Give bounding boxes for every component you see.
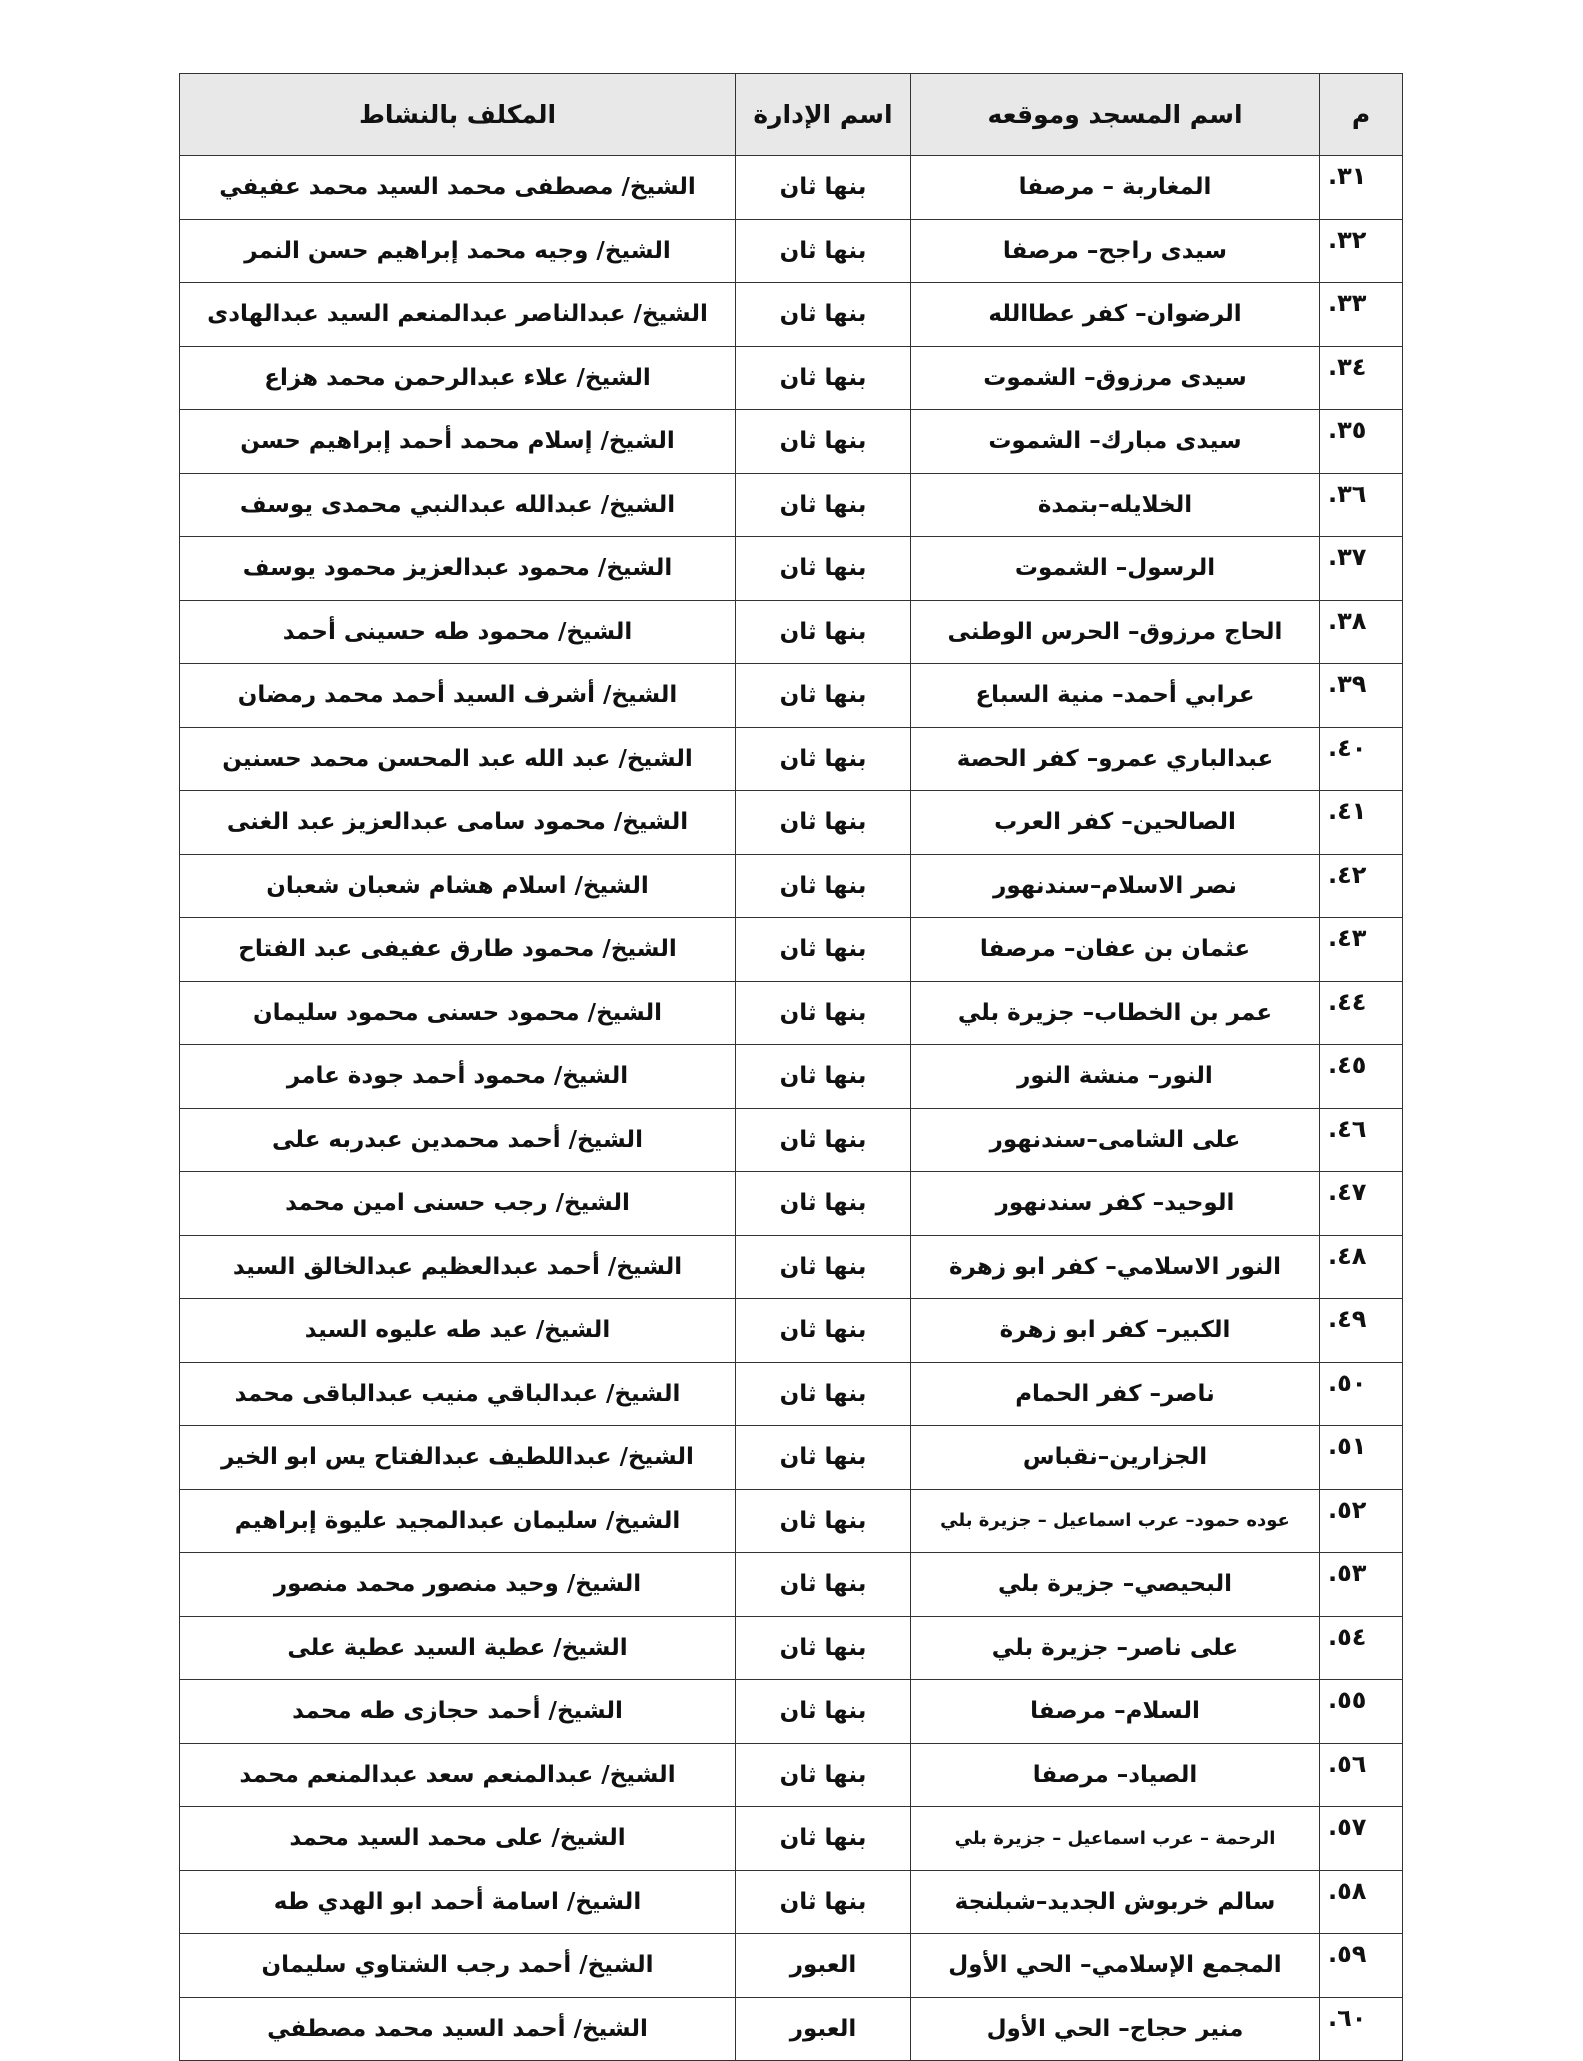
assignee-name: الشيخ/ أشرف السيد أحمد محمد رمضان	[180, 664, 736, 728]
assignee-name: الشيخ/ محمود عبدالعزيز محمود يوسف	[180, 537, 736, 601]
mosque-name-location: الصياد– مرصفا	[911, 1743, 1320, 1807]
administration: بنها ثان	[736, 1172, 911, 1236]
mosque-name-location: ناصر– كفر الحمام	[911, 1362, 1320, 1426]
assignee-name: الشيخ/ محمود طه حسينى أحمد	[180, 600, 736, 664]
row-number: ٦٠.	[1320, 1997, 1403, 2061]
table-row	[180, 1680, 1403, 1744]
row-number: ٣٩.	[1320, 664, 1403, 728]
table-row	[180, 1362, 1403, 1426]
table-row	[180, 156, 1403, 220]
table-row	[180, 1807, 1403, 1871]
table-row	[180, 1172, 1403, 1236]
row-number: ٥٧.	[1320, 1807, 1403, 1871]
row-number: ٣٦.	[1320, 473, 1403, 537]
mosque-name-location: البحيصي– جزيرة بلي	[911, 1553, 1320, 1617]
mosque-name-location: عرابي أحمد– منية السباع	[911, 664, 1320, 728]
assignee-name: الشيخ/ أحمد عبدالعظيم عبدالخالق السيد	[180, 1235, 736, 1299]
assignee-name: الشيخ/ أحمد حجازى طه محمد	[180, 1680, 736, 1744]
administration: بنها ثان	[736, 918, 911, 982]
administration: بنها ثان	[736, 346, 911, 410]
assignee-name: الشيخ/ أحمد رجب الشتاوي سليمان	[180, 1934, 736, 1998]
assignee-name: الشيخ/ محمود حسنى محمود سليمان	[180, 981, 736, 1045]
mosque-name-location: الرضوان– كفر عطاالله	[911, 283, 1320, 347]
administration: بنها ثان	[736, 664, 911, 728]
row-number: ٥٦.	[1320, 1743, 1403, 1807]
assignee-name: الشيخ/ وحيد منصور محمد منصور	[180, 1553, 736, 1617]
mosque-name-location: المغاربة – مرصفا	[911, 156, 1320, 220]
assignee-name: الشيخ/ عطية السيد عطية على	[180, 1616, 736, 1680]
header-number: م	[1320, 74, 1403, 156]
administration: العبور	[736, 1997, 911, 2061]
table-header-row	[180, 74, 1403, 156]
administration: بنها ثان	[736, 219, 911, 283]
assignee-name: الشيخ/ عبدالباقي منيب عبدالباقى محمد	[180, 1362, 736, 1426]
mosque-name-location: عثمان بن عفان– مرصفا	[911, 918, 1320, 982]
mosque-name-location: سيدى مرزوق– الشموت	[911, 346, 1320, 410]
administration: بنها ثان	[736, 854, 911, 918]
table-row	[180, 1997, 1403, 2061]
header-mosque-name-location: اسم المسجد وموقعه	[911, 74, 1320, 156]
administration: بنها ثان	[736, 1680, 911, 1744]
assignee-name: الشيخ/ علاء عبدالرحمن محمد هزاع	[180, 346, 736, 410]
row-number: ٥٩.	[1320, 1934, 1403, 1998]
mosque-name-location: عبدالباري عمرو– كفر الحصة	[911, 727, 1320, 791]
table-row	[180, 346, 1403, 410]
row-number: ٣٤.	[1320, 346, 1403, 410]
assignee-name: الشيخ/ مصطفى محمد السيد محمد عفيفي	[180, 156, 736, 220]
administration: بنها ثان	[736, 473, 911, 537]
table-row	[180, 600, 1403, 664]
row-number: ٥٤.	[1320, 1616, 1403, 1680]
mosque-name-location: السلام– مرصفا	[911, 1680, 1320, 1744]
row-number: ٤٠.	[1320, 727, 1403, 791]
table-row	[180, 664, 1403, 728]
table-row	[180, 1299, 1403, 1363]
administration: بنها ثان	[736, 1426, 911, 1490]
administration: بنها ثان	[736, 791, 911, 855]
row-number: ٣٣.	[1320, 283, 1403, 347]
administration: بنها ثان	[736, 156, 911, 220]
mosque-name-location: على الشامى–سندنهور	[911, 1108, 1320, 1172]
administration: بنها ثان	[736, 600, 911, 664]
table-row	[180, 1108, 1403, 1172]
row-number: ٥٥.	[1320, 1680, 1403, 1744]
row-number: ٥١.	[1320, 1426, 1403, 1490]
mosque-name-location: عوده حمود– عرب اسماعيل – جزيرة بلي	[911, 1489, 1320, 1553]
administration: بنها ثان	[736, 283, 911, 347]
administration: بنها ثان	[736, 1235, 911, 1299]
table-row	[180, 1426, 1403, 1490]
mosque-name-location: سيدى راجح– مرصفا	[911, 219, 1320, 283]
administration: العبور	[736, 1934, 911, 1998]
table-row	[180, 473, 1403, 537]
administration: بنها ثان	[736, 410, 911, 474]
table-body	[180, 156, 1403, 2061]
administration: بنها ثان	[736, 1553, 911, 1617]
administration: بنها ثان	[736, 727, 911, 791]
mosque-name-location: منير حجاج– الحي الأول	[911, 1997, 1320, 2061]
administration: بنها ثان	[736, 537, 911, 601]
table-row	[180, 1489, 1403, 1553]
row-number: ٤٨.	[1320, 1235, 1403, 1299]
assignee-name: الشيخ/ عيد طه عليوه السيد	[180, 1299, 736, 1363]
row-number: ٤٣.	[1320, 918, 1403, 982]
assignee-name: الشيخ/ اسلام هشام شعبان شعبان	[180, 854, 736, 918]
table-row	[180, 918, 1403, 982]
assignee-name: الشيخ/ سليمان عبدالمجيد عليوة إبراهيم	[180, 1489, 736, 1553]
mosque-name-location: سالم خربوش الجديد–شبلنجة	[911, 1870, 1320, 1934]
table-row	[180, 727, 1403, 791]
row-number: ٤٩.	[1320, 1299, 1403, 1363]
administration: بنها ثان	[736, 1362, 911, 1426]
mosque-name-location: الرحمة – عرب اسماعيل – جزيرة بلي	[911, 1807, 1320, 1871]
administration: بنها ثان	[736, 981, 911, 1045]
administration: بنها ثان	[736, 1299, 911, 1363]
mosque-name-location: سيدى مبارك– الشموت	[911, 410, 1320, 474]
assignee-name: الشيخ/ رجب حسنى امين محمد	[180, 1172, 736, 1236]
administration: بنها ثان	[736, 1743, 911, 1807]
assignee-name: الشيخ/ على محمد السيد محمد	[180, 1807, 736, 1871]
mosque-name-location: الحاج مرزوق– الحرس الوطنى	[911, 600, 1320, 664]
mosque-assignment-table	[179, 73, 1403, 2061]
mosque-name-location: الوحيد– كفر سندنهور	[911, 1172, 1320, 1236]
row-number: ٤٧.	[1320, 1172, 1403, 1236]
mosque-name-location: الرسول– الشموت	[911, 537, 1320, 601]
table-row	[180, 1045, 1403, 1109]
header-administration: اسم الإدارة	[736, 74, 911, 156]
assignee-name: الشيخ/ وجيه محمد إبراهيم حسن النمر	[180, 219, 736, 283]
mosque-name-location: عمر بن الخطاب– جزيرة بلي	[911, 981, 1320, 1045]
row-number: ٣٧.	[1320, 537, 1403, 601]
assignee-name: الشيخ/ عبد الله عبد المحسن محمد حسنين	[180, 727, 736, 791]
table-row	[180, 283, 1403, 347]
header-assignee: المكلف بالنشاط	[180, 74, 736, 156]
assignee-name: الشيخ/ أحمد السيد محمد مصطفي	[180, 1997, 736, 2061]
row-number: ٥٠.	[1320, 1362, 1403, 1426]
row-number: ٥٣.	[1320, 1553, 1403, 1617]
administration: بنها ثان	[736, 1045, 911, 1109]
mosque-name-location: النور الاسلامي– كفر ابو زهرة	[911, 1235, 1320, 1299]
row-number: ٤٢.	[1320, 854, 1403, 918]
administration: بنها ثان	[736, 1616, 911, 1680]
row-number: ٣٨.	[1320, 600, 1403, 664]
assignee-name: الشيخ/ عبدالناصر عبدالمنعم السيد عبدالهادى	[180, 283, 736, 347]
assignee-name: الشيخ/ محمود أحمد جودة عامر	[180, 1045, 736, 1109]
table-row	[180, 537, 1403, 601]
table-row	[180, 1616, 1403, 1680]
row-number: ٤١.	[1320, 791, 1403, 855]
table-row	[180, 410, 1403, 474]
table-row	[180, 1553, 1403, 1617]
row-number: ٤٥.	[1320, 1045, 1403, 1109]
mosque-name-location: الجزارين–نقباس	[911, 1426, 1320, 1490]
mosque-name-location: الصالحين– كفر العرب	[911, 791, 1320, 855]
table-row	[180, 1934, 1403, 1998]
row-number: ٤٤.	[1320, 981, 1403, 1045]
row-number: ٣٥.	[1320, 410, 1403, 474]
row-number: ٥٨.	[1320, 1870, 1403, 1934]
mosque-name-location: النور– منشة النور	[911, 1045, 1320, 1109]
row-number: ٤٦.	[1320, 1108, 1403, 1172]
assignee-name: الشيخ/ عبدالمنعم سعد عبدالمنعم محمد	[180, 1743, 736, 1807]
assignee-name: الشيخ/ إسلام محمد أحمد إبراهيم حسن	[180, 410, 736, 474]
mosque-name-location: نصر الاسلام–سندنهور	[911, 854, 1320, 918]
row-number: ٣٢.	[1320, 219, 1403, 283]
row-number: ٥٢.	[1320, 1489, 1403, 1553]
table-row	[180, 1870, 1403, 1934]
mosque-name-location: الكبير– كفر ابو زهرة	[911, 1299, 1320, 1363]
administration: بنها ثان	[736, 1108, 911, 1172]
administration: بنها ثان	[736, 1489, 911, 1553]
administration: بنها ثان	[736, 1807, 911, 1871]
table-row	[180, 854, 1403, 918]
table-row	[180, 1743, 1403, 1807]
row-number: ٣١.	[1320, 156, 1403, 220]
assignee-name: الشيخ/ عبدالله عبدالنبي محمدى يوسف	[180, 473, 736, 537]
assignee-name: الشيخ/ أحمد محمدين عبدربه على	[180, 1108, 736, 1172]
assignee-name: الشيخ/ محمود سامى عبدالعزيز عبد الغنى	[180, 791, 736, 855]
assignee-name: الشيخ/ عبداللطيف عبدالفتاح يس ابو الخير	[180, 1426, 736, 1490]
mosque-name-location: الخلايله–بتمدة	[911, 473, 1320, 537]
table-row	[180, 791, 1403, 855]
table-row	[180, 1235, 1403, 1299]
table-row	[180, 219, 1403, 283]
administration: بنها ثان	[736, 1870, 911, 1934]
mosque-name-location: على ناصر– جزيرة بلي	[911, 1616, 1320, 1680]
assignee-name: الشيخ/ محمود طارق عفيفى عبد الفتاح	[180, 918, 736, 982]
mosque-name-location: المجمع الإسلامي– الحي الأول	[911, 1934, 1320, 1998]
table-row	[180, 981, 1403, 1045]
assignee-name: الشيخ/ اسامة أحمد ابو الهدي طه	[180, 1870, 736, 1934]
